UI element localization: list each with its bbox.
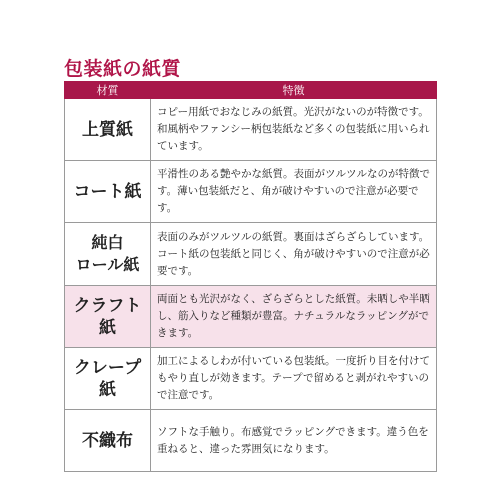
material-name: クラフト紙 xyxy=(65,286,151,348)
paper-types-table xyxy=(64,81,437,472)
table-row xyxy=(65,99,437,161)
material-name xyxy=(65,223,151,286)
material-name-line-1: 純白 xyxy=(91,233,124,252)
table-row xyxy=(65,348,437,410)
material-description: 両面とも光沢がなく、ざらざらとした紙質。未晒しや半晒し、筋入りなど種類が豊富。ナチュラルなラッピングができます。 xyxy=(151,286,437,348)
page-title: 包装紙の紙質 xyxy=(64,58,182,80)
material-description: 加工によるしわが付いている包装紙。一度折り目を付けてもやり直しが効きます。テープで留めると剥がれやすいので注意です。 xyxy=(151,348,437,410)
material-description: 表面のみがツルツルの紙質。裏面はざらざらしています。コート紙の包装紙と同じく、角が破けやすいので注意が必要です。 xyxy=(151,223,437,286)
table-header-row xyxy=(65,82,437,99)
header-features: 特徴 xyxy=(151,82,437,99)
table-row xyxy=(65,286,437,348)
material-name: クレープ紙 xyxy=(65,348,151,410)
table-row xyxy=(65,223,437,286)
material-description: 平滑性のある艶やかな紙質。表面がツルツルなのが特徴です。薄い包装紙だと、角が破けやすいので注意が必要です。 xyxy=(151,161,437,223)
material-name: 上質紙 xyxy=(65,99,151,161)
material-name: 不織布 xyxy=(65,410,151,472)
header-material: 材質 xyxy=(65,82,151,99)
material-name-line-2: ロール紙 xyxy=(75,255,140,274)
material-description: コピー用紙でおなじみの紙質。光沢がないのが特徴です。和風柄やファンシー柄包装紙など多くの包装紙に用いられています。 xyxy=(151,99,437,161)
material-name: コート紙 xyxy=(65,161,151,223)
material-description: ソフトな手触り。布感覚でラッピングできます。違う色を重ねると、違った雰囲気になります。 xyxy=(151,410,437,472)
table-row xyxy=(65,410,437,472)
table-row xyxy=(65,161,437,223)
